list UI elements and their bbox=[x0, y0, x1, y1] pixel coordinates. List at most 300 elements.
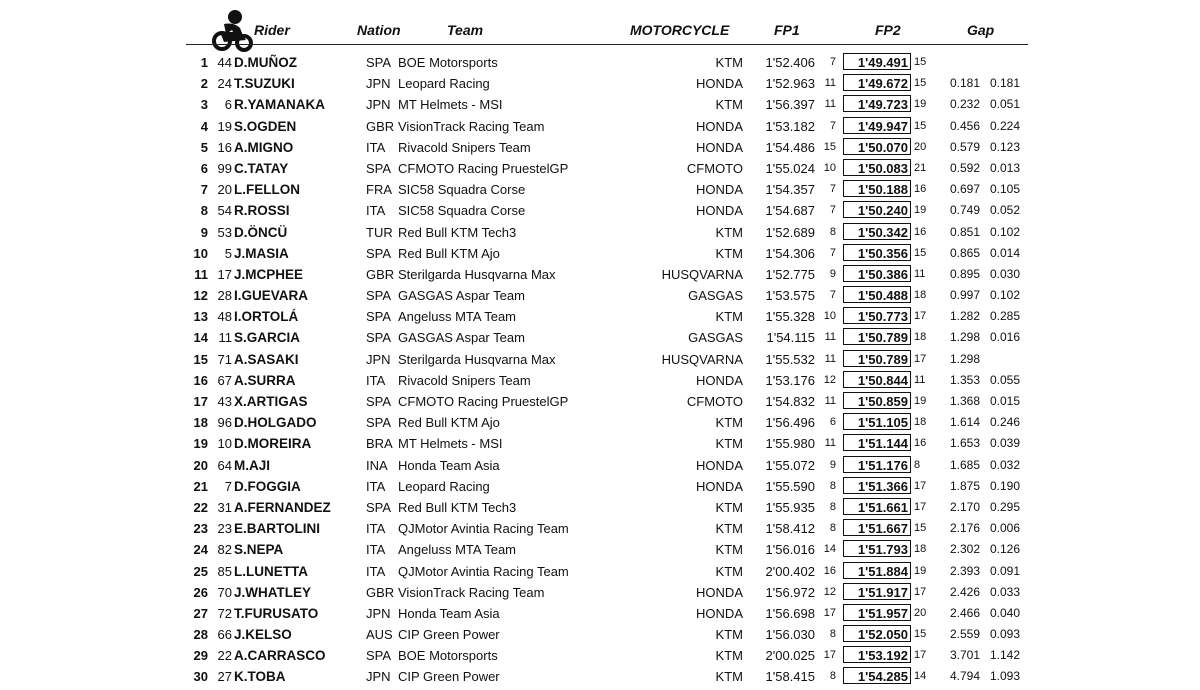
nation-cell: ITA bbox=[366, 542, 386, 558]
team-cell: Rivacold Snipers Team bbox=[398, 139, 531, 155]
position-cell: 27 bbox=[193, 605, 208, 621]
position-cell: 28 bbox=[193, 627, 208, 643]
nation-cell: SPA bbox=[366, 499, 392, 515]
team-cell: Sterilgarda Husqvarna Max bbox=[398, 266, 556, 282]
team-cell: CFMOTO Racing PruestelGP bbox=[398, 160, 569, 176]
gap-previous-cell: 0.285 bbox=[989, 309, 1020, 324]
fp1-lap-cell: 8 bbox=[829, 670, 836, 683]
position-cell: 26 bbox=[193, 584, 208, 600]
fp2-time-cell: 1'51.366 bbox=[843, 477, 911, 494]
gap-previous-cell: 0.033 bbox=[989, 584, 1020, 599]
fp2-lap-cell: 18 bbox=[914, 416, 927, 429]
fp2-time-cell: 1'50.240 bbox=[843, 201, 911, 218]
rider-number-cell: 27 bbox=[217, 669, 232, 685]
gap-previous-cell: 0.123 bbox=[989, 139, 1020, 154]
fp2-time-cell: 1'50.356 bbox=[843, 244, 911, 261]
rider-name-cell: D.FOGGIA bbox=[234, 478, 301, 494]
rider-number-cell: 64 bbox=[217, 457, 232, 473]
fp2-lap-cell: 19 bbox=[914, 98, 927, 111]
gap-previous-cell: 0.102 bbox=[989, 288, 1020, 303]
rider-name-cell: L.LUNETTA bbox=[234, 563, 308, 579]
gap-previous-cell: 0.015 bbox=[989, 394, 1020, 408]
rider-name-cell: L.FELLON bbox=[234, 182, 300, 198]
rider-number-cell: 20 bbox=[217, 182, 232, 198]
fp1-time-cell: 1'56.397 bbox=[765, 97, 815, 113]
rider-number-cell: 72 bbox=[217, 605, 232, 621]
motorcycle-cell: KTM bbox=[715, 436, 743, 452]
rider-number-cell: 6 bbox=[224, 97, 232, 113]
position-cell: 7 bbox=[200, 182, 208, 198]
fp2-lap-cell: 15 bbox=[914, 246, 927, 259]
gap-first-cell: 2.393 bbox=[949, 563, 980, 578]
position-cell: 17 bbox=[193, 394, 208, 409]
team-cell: Honda Team Asia bbox=[398, 605, 500, 621]
fp2-lap-cell: 15 bbox=[914, 119, 927, 132]
rider-name-cell: M.AJI bbox=[234, 457, 271, 473]
fp1-lap-cell: 7 bbox=[829, 183, 836, 196]
gap-previous-cell: 0.102 bbox=[989, 224, 1020, 239]
table-row bbox=[0, 243, 1200, 264]
nation-cell: ITA bbox=[366, 563, 386, 579]
position-cell: 24 bbox=[193, 542, 208, 558]
nation-cell: BRA bbox=[366, 436, 393, 452]
gap-previous-cell: 0.246 bbox=[989, 415, 1020, 430]
nation-cell: SPA bbox=[366, 330, 392, 346]
fp2-time-cell: 1'50.342 bbox=[843, 223, 911, 240]
fp1-time-cell: 1'55.024 bbox=[765, 160, 815, 176]
table-row bbox=[0, 264, 1200, 285]
table-row bbox=[0, 645, 1200, 666]
nation-cell: SPA bbox=[366, 309, 392, 325]
table-row bbox=[0, 94, 1200, 115]
fp2-lap-cell: 17 bbox=[914, 310, 927, 323]
fp1-lap-cell: 15 bbox=[823, 140, 836, 153]
motorcycle-cell: HONDA bbox=[696, 182, 743, 198]
fp2-lap-cell: 21 bbox=[914, 161, 927, 174]
fp1-time-cell: 2'00.402 bbox=[765, 563, 815, 579]
fp1-time-cell: 1'54.357 bbox=[765, 182, 815, 198]
rider-number-cell: 82 bbox=[217, 542, 232, 558]
fp1-time-cell: 1'53.176 bbox=[765, 372, 815, 388]
fp2-time-cell: 1'52.050 bbox=[843, 625, 911, 642]
table-row bbox=[0, 433, 1200, 454]
nation-cell: SPA bbox=[366, 394, 392, 409]
fp2-time-cell: 1'49.491 bbox=[843, 53, 911, 70]
motorcycle-cell: HUSQVARNA bbox=[661, 266, 743, 282]
fp1-lap-cell: 7 bbox=[829, 246, 836, 259]
fp1-lap-cell: 8 bbox=[829, 522, 836, 535]
position-cell: 22 bbox=[193, 499, 208, 515]
rider-name-cell: J.WHATLEY bbox=[234, 584, 311, 600]
rider-name-cell: J.KELSO bbox=[234, 627, 292, 643]
table-row bbox=[0, 412, 1200, 433]
gap-first-cell: 1.653 bbox=[949, 436, 980, 451]
motorcycle-cell: KTM bbox=[715, 499, 743, 515]
nation-cell: ITA bbox=[366, 203, 386, 219]
fp1-time-cell: 1'56.972 bbox=[765, 584, 815, 600]
motorcycle-cell: HONDA bbox=[696, 203, 743, 219]
gap-first-cell: 1.298 bbox=[949, 351, 980, 366]
fp2-time-cell: 1'51.144 bbox=[843, 434, 911, 451]
rider-number-cell: 96 bbox=[217, 415, 232, 431]
nation-cell: INA bbox=[366, 457, 388, 473]
team-cell: Red Bull KTM Ajo bbox=[398, 415, 500, 431]
rider-name-cell: S.NEPA bbox=[234, 542, 284, 558]
table-row bbox=[0, 137, 1200, 158]
fp1-lap-cell: 7 bbox=[829, 204, 836, 217]
gap-first-cell: 1.614 bbox=[949, 415, 980, 430]
nation-cell: JPN bbox=[366, 97, 391, 113]
rider-name-cell: A.MIGNO bbox=[234, 139, 294, 155]
motorcycle-cell: GASGAS bbox=[688, 330, 743, 346]
motorcycle-cell: CFMOTO bbox=[686, 394, 743, 409]
table-row bbox=[0, 455, 1200, 476]
motorcycle-cell: HONDA bbox=[696, 139, 743, 155]
fp2-lap-cell: 16 bbox=[914, 183, 927, 196]
rider-name-cell: C.TATAY bbox=[234, 160, 289, 176]
gap-previous-cell: 0.055 bbox=[989, 372, 1020, 387]
rider-number-cell: 24 bbox=[217, 76, 232, 92]
team-cell: Leopard Racing bbox=[398, 76, 490, 92]
position-cell: 6 bbox=[200, 160, 208, 176]
fp2-time-cell: 1'51.917 bbox=[843, 583, 911, 600]
rider-number-cell: 48 bbox=[217, 309, 232, 325]
table-row bbox=[0, 391, 1200, 412]
fp1-time-cell: 1'58.415 bbox=[765, 669, 815, 685]
position-cell: 11 bbox=[194, 266, 208, 282]
fp2-lap-cell: 19 bbox=[914, 395, 927, 407]
fp2-time-cell: 1'51.957 bbox=[843, 604, 911, 621]
rider-name-cell: A.CARRASCO bbox=[234, 648, 326, 664]
nation-cell: SPA bbox=[366, 245, 392, 261]
fp2-lap-cell: 18 bbox=[914, 543, 927, 556]
fp2-lap-cell: 18 bbox=[914, 331, 927, 344]
rider-name-cell: D.MUÑOZ bbox=[234, 55, 297, 70]
rider-name-cell: D.HOLGADO bbox=[234, 415, 317, 431]
fp1-time-cell: 1'56.496 bbox=[765, 415, 815, 431]
rider-number-cell: 22 bbox=[217, 648, 232, 664]
rider-name-cell: A.SASAKI bbox=[234, 351, 299, 367]
fp1-time-cell: 1'56.698 bbox=[765, 605, 815, 621]
nation-cell: SPA bbox=[366, 288, 392, 304]
rider-name-cell: J.MCPHEE bbox=[234, 266, 304, 282]
position-cell: 4 bbox=[200, 118, 208, 134]
team-cell: MT Helmets - MSI bbox=[398, 97, 503, 113]
fp2-time-cell: 1'50.773 bbox=[843, 307, 911, 324]
position-cell: 3 bbox=[200, 97, 208, 113]
table-row bbox=[0, 497, 1200, 518]
position-cell: 21 bbox=[193, 478, 208, 494]
fp1-time-cell: 1'55.532 bbox=[765, 351, 815, 367]
fp1-lap-cell: 7 bbox=[829, 289, 836, 302]
fp1-lap-cell: 8 bbox=[829, 500, 836, 513]
nation-cell: SPA bbox=[366, 160, 392, 176]
fp2-lap-cell: 16 bbox=[914, 437, 927, 450]
gap-first-cell: 1.298 bbox=[949, 330, 980, 345]
position-cell: 29 bbox=[193, 648, 208, 664]
fp1-time-cell: 1'52.963 bbox=[765, 76, 815, 92]
fp1-time-cell: 1'58.412 bbox=[765, 521, 815, 537]
gap-previous-cell: 0.052 bbox=[989, 203, 1020, 218]
rider-number-cell: 16 bbox=[217, 139, 232, 155]
fp1-time-cell: 1'52.689 bbox=[765, 224, 815, 240]
fp1-time-cell: 1'54.306 bbox=[765, 245, 815, 261]
fp1-lap-cell: 8 bbox=[829, 225, 836, 238]
motorcycle-cell: HONDA bbox=[696, 478, 743, 494]
table-row bbox=[0, 327, 1200, 348]
fp1-time-cell: 1'52.775 bbox=[765, 266, 815, 282]
fp1-lap-cell: 9 bbox=[829, 458, 836, 471]
team-cell: CIP Green Power bbox=[398, 627, 500, 643]
fp1-time-cell: 2'00.025 bbox=[765, 648, 815, 664]
fp2-time-cell: 1'50.789 bbox=[843, 350, 911, 367]
rider-number-cell: 23 bbox=[217, 521, 232, 537]
fp2-lap-cell: 14 bbox=[914, 670, 927, 683]
fp1-lap-cell: 10 bbox=[823, 310, 836, 323]
fp1-lap-cell: 11 bbox=[824, 98, 836, 111]
motorcycle-cell: KTM bbox=[715, 669, 743, 685]
nation-cell: ITA bbox=[366, 478, 386, 494]
rider-number-cell: 7 bbox=[224, 478, 232, 494]
nation-cell: FRA bbox=[366, 182, 392, 198]
team-cell: SIC58 Squadra Corse bbox=[398, 203, 526, 219]
gap-previous-cell: 1.093 bbox=[989, 669, 1020, 684]
nation-cell: SPA bbox=[366, 55, 392, 70]
gap-first-cell: 2.559 bbox=[949, 627, 980, 642]
rider-number-cell: 5 bbox=[224, 245, 232, 261]
fp2-time-cell: 1'50.488 bbox=[843, 286, 911, 303]
fp2-time-cell: 1'53.192 bbox=[843, 646, 911, 663]
rider-name-cell: I.GUEVARA bbox=[234, 288, 309, 304]
rider-number-cell: 66 bbox=[217, 627, 232, 643]
rider-number-cell: 71 bbox=[217, 351, 232, 367]
team-cell: QJMotor Avintia Racing Team bbox=[398, 563, 569, 579]
position-cell: 25 bbox=[193, 563, 208, 579]
fp1-lap-cell: 12 bbox=[823, 585, 836, 598]
fp2-time-cell: 1'50.386 bbox=[843, 265, 911, 282]
gap-first-cell: 3.701 bbox=[949, 648, 980, 663]
nation-cell: AUS bbox=[366, 627, 393, 643]
motorcycle-cell: KTM bbox=[715, 627, 743, 643]
fp1-time-cell: 1'56.016 bbox=[765, 542, 815, 558]
fp1-time-cell: 1'55.935 bbox=[765, 499, 815, 515]
fp1-time-cell: 1'52.406 bbox=[765, 55, 815, 70]
position-cell: 19 bbox=[193, 436, 208, 452]
fp1-lap-cell: 12 bbox=[823, 373, 836, 386]
fp1-time-cell: 1'55.328 bbox=[765, 309, 815, 325]
rider-name-cell: S.OGDEN bbox=[234, 118, 297, 134]
gap-previous-cell: 0.030 bbox=[989, 266, 1020, 281]
table-row bbox=[0, 158, 1200, 179]
fp1-lap-cell: 7 bbox=[829, 56, 836, 68]
fp1-lap-cell: 11 bbox=[824, 395, 836, 407]
gap-previous-cell: 0.224 bbox=[989, 118, 1020, 133]
gap-first-cell: 0.997 bbox=[949, 288, 980, 303]
fp1-time-cell: 1'54.832 bbox=[765, 394, 815, 409]
rider-number-cell: 43 bbox=[217, 394, 232, 409]
header-fp1: FP1 bbox=[774, 22, 800, 38]
team-cell: Red Bull KTM Tech3 bbox=[398, 499, 517, 515]
rider-name-cell: A.FERNANDEZ bbox=[234, 499, 331, 515]
gap-first-cell: 0.579 bbox=[949, 139, 980, 154]
table-row bbox=[0, 539, 1200, 560]
gap-previous-cell: 0.105 bbox=[989, 182, 1020, 197]
motorcycle-cell: KTM bbox=[715, 224, 743, 240]
results-table bbox=[0, 52, 1200, 688]
gap-first-cell: 1.282 bbox=[949, 309, 980, 324]
table-row bbox=[0, 370, 1200, 391]
fp2-time-cell: 1'50.789 bbox=[843, 328, 911, 345]
team-cell: Rivacold Snipers Team bbox=[398, 372, 531, 388]
nation-cell: JPN bbox=[366, 669, 391, 685]
fp1-lap-cell: 11 bbox=[824, 331, 836, 344]
motorcycle-cell: HONDA bbox=[696, 605, 743, 621]
fp2-time-cell: 1'51.667 bbox=[843, 519, 911, 536]
header-team: Team bbox=[447, 22, 484, 38]
team-cell: Angeluss MTA Team bbox=[398, 542, 517, 558]
position-cell: 23 bbox=[193, 521, 208, 537]
rider-number-cell: 10 bbox=[217, 436, 232, 452]
position-cell: 30 bbox=[193, 669, 208, 685]
gap-previous-cell: 0.091 bbox=[989, 563, 1020, 578]
fp2-time-cell: 1'50.844 bbox=[843, 371, 911, 388]
fp1-time-cell: 1'55.590 bbox=[765, 478, 815, 494]
rider-name-cell: K.TOBA bbox=[234, 669, 286, 685]
position-cell: 8 bbox=[200, 203, 208, 219]
rider-name-cell: E.BARTOLINI bbox=[234, 521, 321, 537]
team-cell: CFMOTO Racing PruestelGP bbox=[398, 394, 569, 409]
fp1-time-cell: 1'54.687 bbox=[765, 203, 815, 219]
fp2-lap-cell: 11 bbox=[914, 267, 926, 280]
team-cell: BOE Motorsports bbox=[398, 648, 498, 664]
fp1-time-cell: 1'54.486 bbox=[765, 139, 815, 155]
rider-number-cell: 44 bbox=[217, 55, 232, 70]
team-cell: QJMotor Avintia Racing Team bbox=[398, 521, 569, 537]
fp2-time-cell: 1'49.723 bbox=[843, 95, 911, 112]
rider-number-cell: 67 bbox=[217, 372, 232, 388]
fp1-time-cell: 1'53.575 bbox=[765, 288, 815, 304]
gap-first-cell: 2.176 bbox=[949, 521, 980, 536]
gap-previous-cell: 0.016 bbox=[989, 330, 1020, 345]
gap-previous-cell: 1.142 bbox=[989, 648, 1020, 663]
fp2-lap-cell: 20 bbox=[914, 140, 927, 153]
gap-first-cell: 1.353 bbox=[949, 372, 980, 387]
fp1-lap-cell: 11 bbox=[824, 352, 836, 365]
rider-name-cell: T.SUZUKI bbox=[234, 76, 295, 92]
position-cell: 18 bbox=[193, 415, 208, 431]
gap-first-cell: 4.794 bbox=[949, 669, 980, 684]
rider-number-cell: 17 bbox=[217, 266, 232, 282]
position-cell: 5 bbox=[200, 139, 208, 155]
gap-first-cell: 0.232 bbox=[949, 97, 980, 112]
rider-name-cell: R.YAMANAKA bbox=[234, 97, 326, 113]
table-row bbox=[0, 518, 1200, 539]
fp1-time-cell: 1'55.980 bbox=[765, 436, 815, 452]
fp1-time-cell: 1'53.182 bbox=[765, 118, 815, 134]
team-cell: SIC58 Squadra Corse bbox=[398, 182, 526, 198]
fp2-lap-cell: 20 bbox=[914, 606, 927, 619]
gap-previous-cell: 0.006 bbox=[989, 521, 1020, 536]
position-cell: 14 bbox=[193, 330, 208, 346]
team-cell: BOE Motorsports bbox=[398, 55, 498, 70]
gap-previous-cell: 0.093 bbox=[989, 627, 1020, 642]
nation-cell: GBR bbox=[366, 118, 395, 134]
header-nation: Nation bbox=[357, 22, 401, 38]
rider-name-cell: D.ÖNCÜ bbox=[234, 224, 288, 240]
motorcycle-cell: HONDA bbox=[696, 584, 743, 600]
gap-previous-cell: 0.032 bbox=[989, 457, 1020, 472]
gap-first-cell: 0.749 bbox=[949, 203, 980, 218]
fp2-lap-cell: 17 bbox=[914, 585, 927, 598]
nation-cell: JPN bbox=[366, 605, 391, 621]
team-cell: GASGAS Aspar Team bbox=[398, 330, 525, 346]
position-cell: 13 bbox=[193, 309, 208, 325]
gap-previous-cell: 0.190 bbox=[989, 478, 1020, 493]
gap-previous-cell: 0.039 bbox=[989, 436, 1020, 451]
rider-name-cell: I.ORTOLÁ bbox=[234, 309, 299, 325]
fp2-lap-cell: 16 bbox=[914, 225, 927, 238]
header-gap: Gap bbox=[967, 22, 995, 38]
header-motorcycle: MOTORCYCLE bbox=[630, 22, 730, 38]
team-cell: Leopard Racing bbox=[398, 478, 490, 494]
rider-number-cell: 31 bbox=[217, 499, 232, 515]
table-row bbox=[0, 52, 1200, 73]
gap-previous-cell: 0.014 bbox=[989, 245, 1020, 260]
table-row bbox=[0, 624, 1200, 645]
fp2-lap-cell: 11 bbox=[914, 373, 926, 386]
gap-first-cell: 0.592 bbox=[949, 160, 980, 175]
gap-first-cell: 0.456 bbox=[949, 118, 980, 133]
fp2-time-cell: 1'54.285 bbox=[843, 667, 911, 684]
team-cell: Angeluss MTA Team bbox=[398, 309, 517, 325]
position-cell: 9 bbox=[200, 224, 208, 240]
fp2-time-cell: 1'50.188 bbox=[843, 180, 911, 197]
team-cell: GASGAS Aspar Team bbox=[398, 288, 525, 304]
gap-first-cell: 0.851 bbox=[949, 224, 980, 239]
table-row bbox=[0, 222, 1200, 243]
rider-number-cell: 99 bbox=[217, 160, 232, 176]
fp2-time-cell: 1'51.105 bbox=[843, 413, 911, 430]
team-cell: VisionTrack Racing Team bbox=[398, 118, 545, 134]
header-fp2: FP2 bbox=[875, 22, 901, 38]
position-cell: 2 bbox=[200, 76, 208, 92]
motorcycle-cell: KTM bbox=[715, 563, 743, 579]
nation-cell: JPN bbox=[366, 76, 391, 92]
table-row bbox=[0, 349, 1200, 370]
fp1-lap-cell: 7 bbox=[829, 119, 836, 132]
fp2-time-cell: 1'49.947 bbox=[843, 117, 911, 134]
fp1-lap-cell: 6 bbox=[829, 416, 836, 429]
header-rider: Rider bbox=[254, 22, 290, 38]
fp1-lap-cell: 9 bbox=[829, 267, 836, 280]
gap-previous-cell: 0.051 bbox=[989, 97, 1020, 112]
nation-cell: ITA bbox=[366, 372, 386, 388]
fp1-time-cell: 1'54.115 bbox=[766, 330, 815, 346]
table-row bbox=[0, 285, 1200, 306]
motorcycle-cell: KTM bbox=[715, 97, 743, 113]
table-row bbox=[0, 666, 1200, 687]
motorcycle-cell: KTM bbox=[715, 521, 743, 537]
nation-cell: SPA bbox=[366, 648, 392, 664]
rider-name-cell: A.SURRA bbox=[234, 372, 296, 388]
position-cell: 16 bbox=[193, 372, 208, 388]
motorcycle-cell: KTM bbox=[715, 309, 743, 325]
table-row bbox=[0, 179, 1200, 200]
position-cell: 20 bbox=[193, 457, 208, 473]
gap-first-cell: 0.181 bbox=[949, 76, 980, 91]
rider-name-cell: D.MOREIRA bbox=[234, 436, 312, 452]
motorcycle-rider-icon bbox=[210, 8, 254, 52]
